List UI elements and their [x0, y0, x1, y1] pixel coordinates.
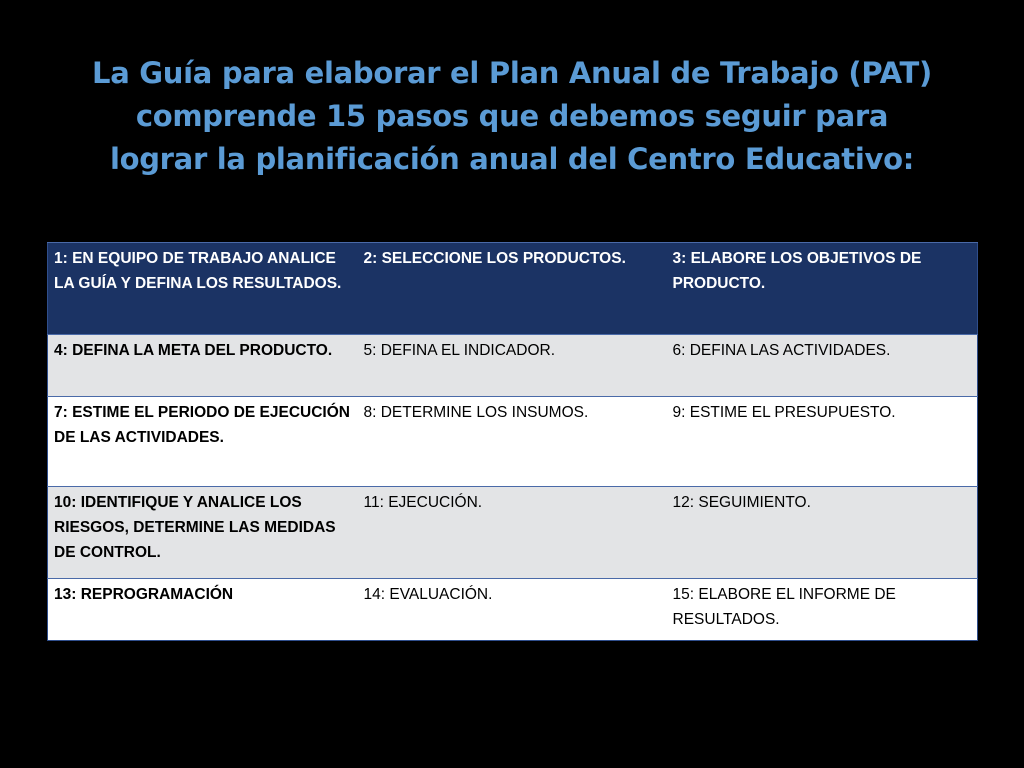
step-1-cell: 1: EN EQUIPO DE TRABAJO ANALICE LA GUÍA Y DEFINA LOS RESULTADOS. — [48, 243, 358, 335]
step-2-cell: 2: SELECCIONE LOS PRODUCTOS. — [358, 243, 667, 335]
step-8-cell: 8: DETERMINE LOS INSUMOS. — [358, 397, 667, 487]
table-row — [48, 487, 978, 579]
table-row — [48, 335, 978, 397]
step-13-cell: 13: REPROGRAMACIÓN — [48, 579, 358, 641]
steps-table — [47, 242, 978, 641]
title-line-2: comprende 15 pasos que debemos seguir para — [135, 99, 889, 133]
step-10-cell: 10: IDENTIFIQUE Y ANALICE LOS RIESGOS, DETERMINE LAS MEDIDAS DE CONTROL. — [48, 487, 358, 579]
step-11-cell: 11: EJECUCIÓN. — [358, 487, 667, 579]
step-12-cell: 12: SEGUIMIENTO. — [667, 487, 978, 579]
step-9-cell: 9: ESTIME EL PRESUPUESTO. — [667, 397, 978, 487]
slide-title — [0, 52, 1024, 181]
title-line-3: lograr la planificación anual del Centro Educativo: — [109, 142, 915, 176]
step-14-cell: 14: EVALUACIÓN. — [358, 579, 667, 641]
step-4-cell: 4: DEFINA LA META DEL PRODUCTO. — [48, 335, 358, 397]
table-row — [48, 579, 978, 641]
step-6-cell: 6: DEFINA LAS ACTIVIDADES. — [667, 335, 978, 397]
table-row — [48, 397, 978, 487]
step-7-cell: 7: ESTIME EL PERIODO DE EJECUCIÓN DE LAS ACTIVIDADES. — [48, 397, 358, 487]
step-15-cell: 15: ELABORE EL INFORME DE RESULTADOS. — [667, 579, 978, 641]
title-line-1: La Guía para elaborar el Plan Anual de Trabajo (PAT) — [92, 56, 932, 90]
table-row — [48, 243, 978, 335]
step-3-cell: 3: ELABORE LOS OBJETIVOS DE PRODUCTO. — [667, 243, 978, 335]
step-5-cell: 5: DEFINA EL INDICADOR. — [358, 335, 667, 397]
